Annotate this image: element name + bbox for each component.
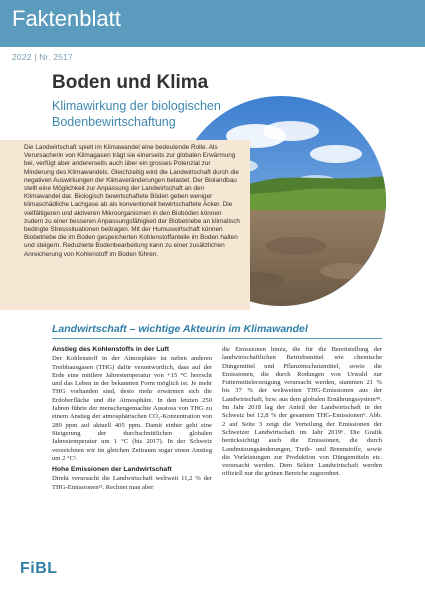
header-bar xyxy=(0,0,425,47)
page-subtitle: Klimawirkung der biologischen Bodenbewirtschaftung xyxy=(52,99,221,129)
right-paragraph-1: die Emissionen hinzu, die für die Bereitstellung der landwirtschaftlichen Betriebsmittel wie chemische Düngemittel und Pflanzenschutzmittel, sowie die Emissionen, die durch Rodungen von Urwald zur Futtermittelerzeugung verursacht werden, stammen 21 % bis 37 % der weltweiten THG-Emissionen aus der Landwirtschaft, bzw. aus dem globalen Ernährungssystem⁴⁵. Im Jahr 2018 lag der Anteil der Landwirtschaft in der Schweiz bei 12,8 % der gesamten THG-Emissionen⁶. Abb. 2 auf Seite 3 zeigt die Verteilung der Emissionen der Schweizer Landwirtschaft im Jahr 2019⁶. Die Grafik berücksichtigt auch die Emissionen, die durch Landnutzungsänderungen, Treib- und Brennstoffe, sowie die Vorleistungen zur Produktion von Düngemitteln etc. verursacht werden. Dem Sektor Landwirtschaft werden offiziell nur die grünen Bereiche zugeordnet. xyxy=(222,346,382,478)
right-column xyxy=(222,346,382,482)
left-heading-1: Anstieg des Kohlenstoffs in der Luft xyxy=(52,346,170,353)
left-paragraph-1: Der Kohlenstoff in der Atmosphäre ist neben anderen Treibhausgasen (THG) dafür verantwortlich, dass auf der Erde eine mittlere Jahrestemperatur von +15 °C herrscht und das Leben in der bekannten Form möglich ist. Je mehr THG vorhanden sind, desto mehr erwärmen sich die Erdoberfläche und die Atmosphäre. In den letzten 250 Jahren führte der menschengemachte Ausstoss von THG zu einem Anstieg der atmosphärischen CO₂-Konzentration von 280 ppm auf aktuell 405 ppm. Damit einher geht eine Steigerung der durchschnittlichen globalen Jahrestemperatur um 1 °C (bis 2017). In der Schweiz verzeichnen wir im gleichen Zeitraum sogar einen Anstieg um 2 °C¹. xyxy=(52,355,212,462)
left-heading-2: Hohe Emissionen der Landwirtschaft xyxy=(52,466,172,474)
issue-meta: 2022 | Nr. 2517 xyxy=(12,52,73,62)
section-title: Landwirtschaft – wichtige Akteurin im Klimawandel xyxy=(52,323,308,335)
left-paragraph-2: Direkt verursacht die Landwirtschaft weltweit 11,2 % der THG-Emissionen²³. Rechnet man aber xyxy=(52,475,212,491)
page-title: Boden und Klima xyxy=(52,72,209,93)
document-type-title: Faktenblatt xyxy=(12,6,121,31)
section-divider xyxy=(52,338,382,339)
fibl-logo: FiBL xyxy=(20,560,58,577)
left-column xyxy=(52,346,212,495)
intro-text: Die Landwirtschaft spielt im Klimawandel eine bedeutende Rolle. Als Verursacherin von Klimagasen trägt sie einerseits zur globalen Erwärmung bei, verfügt aber andererseits auch über ein grosses Potenzial zur Minderung des Klimawandels. Gleichzeitig wird die Landwirtschaft durch die negativen Auswirkungen der Klimaveränderungen belastet. Der Biolandbau stellt eine Möglichkeit zur Anpassung der Landwirtschaft an den Klimawandel dar. Biologisch bewirtschaftete Böden geben weniger klimaschädliche Lachgase ab als konventionell bewirtschaftete Äcker. Die vielfältigeren und aktiveren Mikroorganismen in den Bioböden können zudem zu einer besseren Anpassungsfähigkeit der Biobetriebe an klimatisch bedingte Stresssituationen beitragen. Mit der Humuswirtschaft können Biobetriebe die im Boden gespeicherten Kohlenstoffanteile im Boden halten und steigern. Reduzierte Bodenbearbeitung kann zu einer zusätzlichen Anreicherung von Kohlenstoff im Boden führen. xyxy=(24,144,240,258)
intro-box xyxy=(0,140,250,310)
